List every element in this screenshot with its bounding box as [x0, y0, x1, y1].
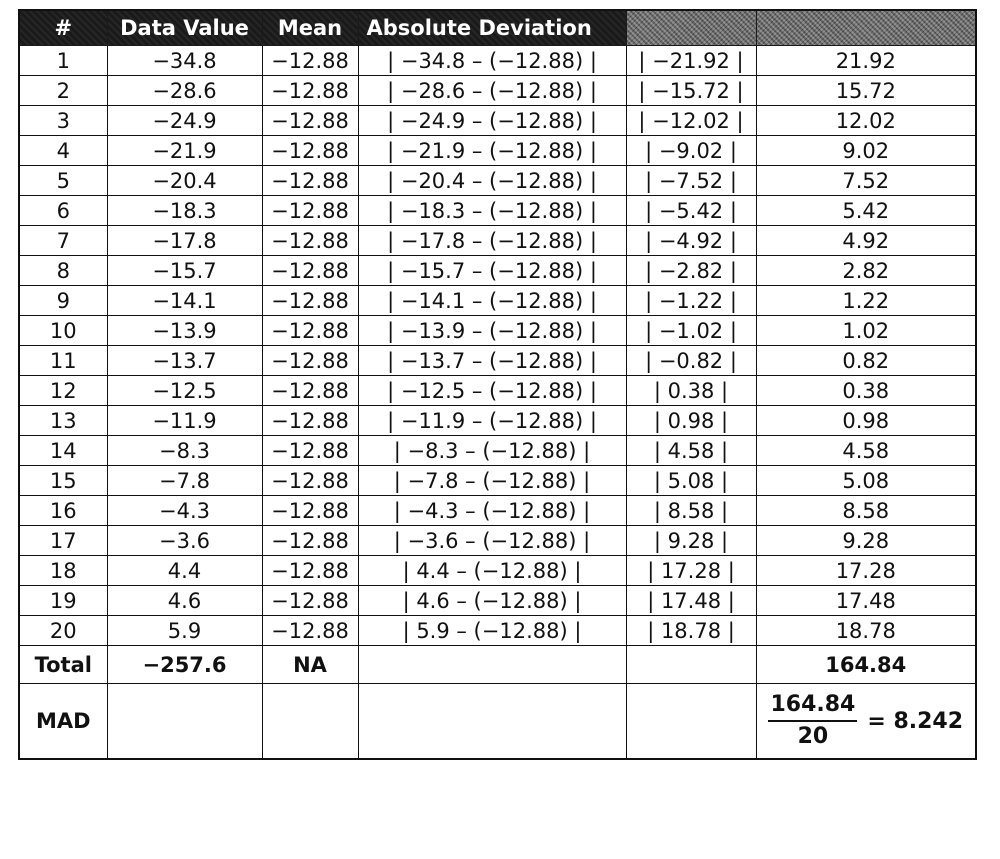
- row-inner-difference: | 17.48 |: [626, 586, 756, 616]
- mad-numerator: 164.84: [768, 692, 857, 722]
- row-absolute-deviation: 4.92: [756, 226, 976, 256]
- table-row: [19, 466, 976, 496]
- table-row: [19, 586, 976, 616]
- mad-empty-4: [626, 684, 756, 760]
- total-inner-empty: [626, 646, 756, 684]
- row-number: 4: [19, 136, 107, 166]
- row-absolute-deviation: 18.78: [756, 616, 976, 646]
- row-absolute-deviation: 0.98: [756, 406, 976, 436]
- row-data-value: −17.8: [107, 226, 262, 256]
- row-absolute-deviation: 1.22: [756, 286, 976, 316]
- row-deviation-expression: | −12.5 – (−12.88) |: [358, 376, 626, 406]
- row-deviation-expression: | −34.8 – (−12.88) |: [358, 46, 626, 76]
- row-mean: −12.88: [262, 136, 358, 166]
- row-number: 18: [19, 556, 107, 586]
- row-data-value: −4.3: [107, 496, 262, 526]
- row-data-value: −21.9: [107, 136, 262, 166]
- row-mean: −12.88: [262, 46, 358, 76]
- table-body: [19, 46, 976, 646]
- row-absolute-deviation: 15.72: [756, 76, 976, 106]
- table-row: [19, 556, 976, 586]
- row-number: 5: [19, 166, 107, 196]
- row-number: 14: [19, 436, 107, 466]
- row-mean: −12.88: [262, 436, 358, 466]
- row-deviation-expression: | 4.4 – (−12.88) |: [358, 556, 626, 586]
- row-deviation-expression: | −21.9 – (−12.88) |: [358, 136, 626, 166]
- row-inner-difference: | 0.98 |: [626, 406, 756, 436]
- row-number: 2: [19, 76, 107, 106]
- row-inner-difference: | 17.28 |: [626, 556, 756, 586]
- row-number: 7: [19, 226, 107, 256]
- table-row: [19, 166, 976, 196]
- row-mean: −12.88: [262, 76, 358, 106]
- row-absolute-deviation: 8.58: [756, 496, 976, 526]
- row-data-value: −28.6: [107, 76, 262, 106]
- row-mean: −12.88: [262, 586, 358, 616]
- total-expr-empty: [358, 646, 626, 684]
- table-row: [19, 76, 976, 106]
- table-wrapper: [18, 9, 977, 760]
- row-absolute-deviation: 21.92: [756, 46, 976, 76]
- row-inner-difference: | −0.82 |: [626, 346, 756, 376]
- row-inner-difference: | 0.38 |: [626, 376, 756, 406]
- row-deviation-expression: | 4.6 – (−12.88) |: [358, 586, 626, 616]
- row-number: 3: [19, 106, 107, 136]
- table-row: [19, 616, 976, 646]
- row-inner-difference: | −2.82 |: [626, 256, 756, 286]
- row-data-value: −20.4: [107, 166, 262, 196]
- mad-result: = 8.242: [867, 708, 964, 734]
- row-inner-difference: | −4.92 |: [626, 226, 756, 256]
- row-inner-difference: | −21.92 |: [626, 46, 756, 76]
- mad-empty-3: [358, 684, 626, 760]
- row-data-value: −18.3: [107, 196, 262, 226]
- row-mean: −12.88: [262, 166, 358, 196]
- row-absolute-deviation: 4.58: [756, 436, 976, 466]
- row-data-value: −8.3: [107, 436, 262, 466]
- row-deviation-expression: | −24.9 – (−12.88) |: [358, 106, 626, 136]
- header-blank-2: [756, 10, 976, 46]
- row-mean: −12.88: [262, 616, 358, 646]
- mad-empty-1: [107, 684, 262, 760]
- row-inner-difference: | −7.52 |: [626, 166, 756, 196]
- table-row: [19, 106, 976, 136]
- row-number: 10: [19, 316, 107, 346]
- row-data-value: 4.6: [107, 586, 262, 616]
- row-absolute-deviation: 12.02: [756, 106, 976, 136]
- total-mean: NA: [262, 646, 358, 684]
- row-number: 9: [19, 286, 107, 316]
- row-data-value: 4.4: [107, 556, 262, 586]
- row-number: 8: [19, 256, 107, 286]
- row-number: 13: [19, 406, 107, 436]
- table-row: [19, 286, 976, 316]
- total-abs: 164.84: [756, 646, 976, 684]
- row-mean: −12.88: [262, 196, 358, 226]
- row-mean: −12.88: [262, 556, 358, 586]
- row-number: 11: [19, 346, 107, 376]
- header-blank-1: [626, 10, 756, 46]
- mad-label: MAD: [19, 684, 107, 760]
- table-row: [19, 136, 976, 166]
- row-mean: −12.88: [262, 106, 358, 136]
- table-row: [19, 346, 976, 376]
- row-data-value: −15.7: [107, 256, 262, 286]
- row-inner-difference: | 8.58 |: [626, 496, 756, 526]
- mad-formula-cell: [756, 684, 976, 760]
- row-data-value: −24.9: [107, 106, 262, 136]
- mad-table: [18, 9, 977, 760]
- header-number: #: [19, 10, 107, 46]
- row-data-value: −34.8: [107, 46, 262, 76]
- header-row: [19, 10, 976, 46]
- total-value: −257.6: [107, 646, 262, 684]
- table-row: [19, 406, 976, 436]
- row-data-value: −7.8: [107, 466, 262, 496]
- row-mean: −12.88: [262, 496, 358, 526]
- row-deviation-expression: | 5.9 – (−12.88) |: [358, 616, 626, 646]
- row-inner-difference: | 4.58 |: [626, 436, 756, 466]
- mad-row: [19, 684, 976, 760]
- mad-formula: [768, 692, 963, 750]
- header-mean: Mean: [262, 10, 358, 46]
- row-deviation-expression: | −18.3 – (−12.88) |: [358, 196, 626, 226]
- row-number: 19: [19, 586, 107, 616]
- row-deviation-expression: | −28.6 – (−12.88) |: [358, 76, 626, 106]
- header-absolute-deviation: Absolute Deviation: [358, 10, 626, 46]
- row-number: 17: [19, 526, 107, 556]
- header-data-value: Data Value: [107, 10, 262, 46]
- row-deviation-expression: | −4.3 – (−12.88) |: [358, 496, 626, 526]
- row-absolute-deviation: 7.52: [756, 166, 976, 196]
- row-mean: −12.88: [262, 286, 358, 316]
- mad-denominator: 20: [797, 724, 829, 749]
- mad-empty-2: [262, 684, 358, 760]
- row-number: 16: [19, 496, 107, 526]
- row-mean: −12.88: [262, 256, 358, 286]
- row-deviation-expression: | −13.7 – (−12.88) |: [358, 346, 626, 376]
- row-absolute-deviation: 0.38: [756, 376, 976, 406]
- row-mean: −12.88: [262, 466, 358, 496]
- row-absolute-deviation: 9.02: [756, 136, 976, 166]
- table-row: [19, 526, 976, 556]
- row-inner-difference: | −1.22 |: [626, 286, 756, 316]
- row-deviation-expression: | −13.9 – (−12.88) |: [358, 316, 626, 346]
- row-inner-difference: | 5.08 |: [626, 466, 756, 496]
- row-absolute-deviation: 2.82: [756, 256, 976, 286]
- row-absolute-deviation: 17.28: [756, 556, 976, 586]
- table-row: [19, 46, 976, 76]
- row-mean: −12.88: [262, 406, 358, 436]
- row-number: 15: [19, 466, 107, 496]
- row-data-value: −13.7: [107, 346, 262, 376]
- total-label: Total: [19, 646, 107, 684]
- row-deviation-expression: | −15.7 – (−12.88) |: [358, 256, 626, 286]
- total-row: [19, 646, 976, 684]
- row-mean: −12.88: [262, 526, 358, 556]
- row-data-value: −13.9: [107, 316, 262, 346]
- table-row: [19, 436, 976, 466]
- row-deviation-expression: | −11.9 – (−12.88) |: [358, 406, 626, 436]
- row-mean: −12.88: [262, 376, 358, 406]
- row-inner-difference: | −12.02 |: [626, 106, 756, 136]
- row-absolute-deviation: 5.42: [756, 196, 976, 226]
- row-number: 6: [19, 196, 107, 226]
- row-inner-difference: | 18.78 |: [626, 616, 756, 646]
- table-row: [19, 376, 976, 406]
- row-data-value: −14.1: [107, 286, 262, 316]
- table-row: [19, 496, 976, 526]
- row-number: 12: [19, 376, 107, 406]
- row-inner-difference: | −1.02 |: [626, 316, 756, 346]
- row-number: 1: [19, 46, 107, 76]
- row-absolute-deviation: 0.82: [756, 346, 976, 376]
- row-mean: −12.88: [262, 226, 358, 256]
- row-mean: −12.88: [262, 346, 358, 376]
- row-number: 20: [19, 616, 107, 646]
- row-inner-difference: | −15.72 |: [626, 76, 756, 106]
- row-mean: −12.88: [262, 316, 358, 346]
- table-row: [19, 196, 976, 226]
- row-absolute-deviation: 1.02: [756, 316, 976, 346]
- mad-fraction: [768, 692, 857, 750]
- table-row: [19, 316, 976, 346]
- row-deviation-expression: | −8.3 – (−12.88) |: [358, 436, 626, 466]
- row-data-value: −12.5: [107, 376, 262, 406]
- row-absolute-deviation: 17.48: [756, 586, 976, 616]
- row-inner-difference: | 9.28 |: [626, 526, 756, 556]
- row-data-value: −11.9: [107, 406, 262, 436]
- table-row: [19, 256, 976, 286]
- row-inner-difference: | −5.42 |: [626, 196, 756, 226]
- row-data-value: 5.9: [107, 616, 262, 646]
- row-deviation-expression: | −20.4 – (−12.88) |: [358, 166, 626, 196]
- row-deviation-expression: | −7.8 – (−12.88) |: [358, 466, 626, 496]
- row-absolute-deviation: 5.08: [756, 466, 976, 496]
- row-deviation-expression: | −14.1 – (−12.88) |: [358, 286, 626, 316]
- row-data-value: −3.6: [107, 526, 262, 556]
- table-row: [19, 226, 976, 256]
- row-absolute-deviation: 9.28: [756, 526, 976, 556]
- row-deviation-expression: | −3.6 – (−12.88) |: [358, 526, 626, 556]
- row-deviation-expression: | −17.8 – (−12.88) |: [358, 226, 626, 256]
- row-inner-difference: | −9.02 |: [626, 136, 756, 166]
